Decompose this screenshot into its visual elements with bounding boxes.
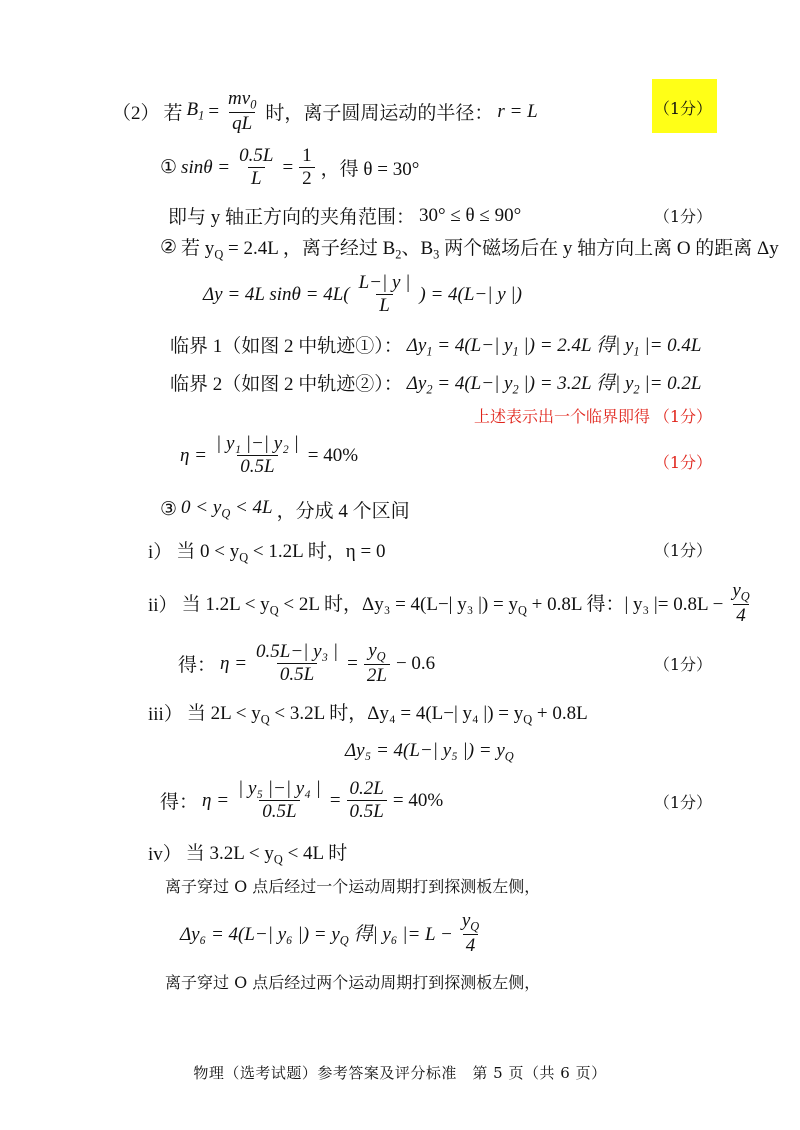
case-iv-line <box>148 838 347 867</box>
critical2-line <box>170 368 701 397</box>
eta-ii-tail: − 0.6 <box>395 652 436 674</box>
range-expr: 30° ≤ θ ≤ 90° <box>419 204 522 226</box>
case-ii-label: ii） <box>148 595 178 617</box>
case-i-line <box>148 536 385 565</box>
sin-fraction-1: $\frac{0.5L}{L}$ <box>239 145 274 189</box>
critical2-expr: $\Delta y_2 = 4(L-|$ $y_2$ |) = 3.2L 得| $y_2$ |= 0.2L <box>406 373 702 397</box>
delta-line <box>203 272 522 318</box>
score-case-ii: （1分） <box>653 655 712 674</box>
step3-line <box>160 496 410 523</box>
sin-fraction-2: $\frac{1}{2}$ <box>299 145 315 191</box>
radius-expr: r = L <box>497 100 538 122</box>
case-iii-b-line <box>345 740 514 764</box>
b1-symbol: $B_1$ <box>186 99 205 123</box>
iv-text-2-content: 离子穿过 O 点后经过两个运动周期打到探测板左侧， <box>165 973 541 992</box>
critical1-expr: $\Delta y_1 = 4(L-|$ $y_1$ |) = 2.4L 得| $y_1$ |= 0.4L <box>406 335 702 359</box>
case-ii-fraction: $\frac{y_Q}{4}$ <box>732 580 750 626</box>
theta-result: ，得 θ = 30° <box>320 159 420 181</box>
part2-line <box>112 88 538 135</box>
step2-marker: ② <box>160 237 178 259</box>
iv-text-2 <box>165 970 540 993</box>
iv-text-1-content: 离子穿过 O 点后经过一个运动周期打到探测板左侧， <box>165 877 541 896</box>
step2-line <box>160 233 779 262</box>
iv-text-1 <box>165 874 540 897</box>
case-i-label: i） <box>148 542 173 564</box>
equals-sign: = <box>347 652 358 674</box>
case-iii-text: 当 $2L < y_Q < 3.2L$ 时，Δy₄ = 4(L−| y₄ |) = $y_Q + 0.8L$ <box>186 703 588 727</box>
part2-label: （2） <box>112 103 160 125</box>
score-case-iii: （1分） <box>653 793 712 812</box>
eta1-right: = 40% <box>307 444 359 466</box>
eta1-fraction: $\frac{\text{| y₁ |−| y₂ |}}{0.5L}$ <box>216 433 299 477</box>
score-range: （1分） <box>653 207 712 226</box>
score-critical-note: （1分） <box>653 407 712 426</box>
sin-expr: sinθ = <box>181 156 231 178</box>
critical-note-text: 上述表示出一个临界即得 <box>474 407 651 426</box>
case-ii-text: 当 $1.2L < y_Q < 2L$ 时，Δy₃ = 4(L−| y₃ |) = $y_Q + 0.8L$ 得：| y₃ |= 0.8L − <box>181 593 724 618</box>
delta-right: ) = 4(L−| y |) <box>419 283 522 305</box>
step1-marker: ① <box>160 157 178 179</box>
eta-iii-left: η = <box>202 789 230 811</box>
score-case-i: （1分） <box>653 541 712 560</box>
eta1-line <box>180 433 358 479</box>
eta-ii-left: η = <box>220 652 248 674</box>
step2-text: 若 $y_Q = 2.4L$ ，离子经过 $B_2$、$B_3$ 两个磁场后在 y 轴方向上离 O 的距离 Δy <box>181 238 779 262</box>
case-iii-line <box>148 698 588 727</box>
case-iv-text: 当 $3.2L < y_Q < 4L$ 时 <box>185 843 348 867</box>
critical1-label: 临界 1（如图 2 中轨迹①）： <box>170 336 403 358</box>
delta-left: Δy = 4L sinθ = 4L( <box>203 283 350 305</box>
delta-fraction: $\frac{L-| y |}{L}$ <box>358 272 411 316</box>
case-ii-result-line <box>178 640 435 687</box>
part2-after: 时，离子圆周运动的半径： <box>265 103 494 125</box>
iv-equation-line <box>180 910 484 957</box>
critical2-label: 临界 2（如图 2 中轨迹②）： <box>170 374 403 396</box>
eta-iii-fraction: $\frac{\text{| y₅ |−| y₄ |}}{0.5L}$ <box>238 778 321 822</box>
score-part2: （1分） <box>653 99 712 118</box>
range-line <box>168 202 521 229</box>
score-eta1: （1分） <box>653 453 712 472</box>
step3-tail: ，分成 4 个区间 <box>276 501 410 522</box>
iv-fraction: $\frac{y_Q}{4}$ <box>461 910 480 956</box>
equals-sign: = <box>329 789 341 811</box>
case-i-text: 当 $0 < y_Q < 1.2L$ 时，η = 0 <box>176 541 386 565</box>
step3-marker: ③ <box>160 499 178 520</box>
case-iii-result-line <box>160 778 443 824</box>
eta-ii-fraction: $\frac{\text{0.5L−| y₃ |}}{0.5L}$ <box>256 640 339 685</box>
case-iii-b-expr: Δy₅ = 4(L−| y₅ |) = $y_Q$ <box>345 740 514 764</box>
range-text: 即与 y 轴正方向的夹角范围： <box>168 207 416 228</box>
equals-sign: = <box>282 156 294 178</box>
case-iii-label: iii） <box>148 704 183 726</box>
eta1-left: η = <box>180 444 207 466</box>
part2-if: 若 <box>163 103 183 125</box>
critical1-line <box>170 330 701 359</box>
page-footer: 物理（选考试题）参考答案及评分标准 第 5 页（共 6 页） <box>193 1064 607 1082</box>
step1-line <box>160 145 419 191</box>
case-ii-line <box>148 580 755 627</box>
case-ii-result-label: 得： <box>178 655 217 677</box>
case-iii-result-label: 得： <box>160 792 199 814</box>
iv-equation: Δy₆ = 4(L−| y₆ |) = $y_Q$ 得| y₆ |= L − <box>180 923 453 948</box>
equals-sign: = <box>208 100 220 122</box>
b1-fraction: $\frac{mv_0}{qL}$ <box>228 88 257 134</box>
step3-expr: $0 < y_Q < 4L$ <box>181 497 273 521</box>
eta-iii-fraction-2: $\frac{0.2L}{0.5L}$ <box>347 778 387 824</box>
eta-ii-fraction-2: $\frac{y_Q}{2L}$ <box>364 640 390 687</box>
eta-iii-tail: = 40% <box>392 789 444 811</box>
case-iv-label: iv） <box>148 844 182 866</box>
critical-note <box>474 404 650 427</box>
